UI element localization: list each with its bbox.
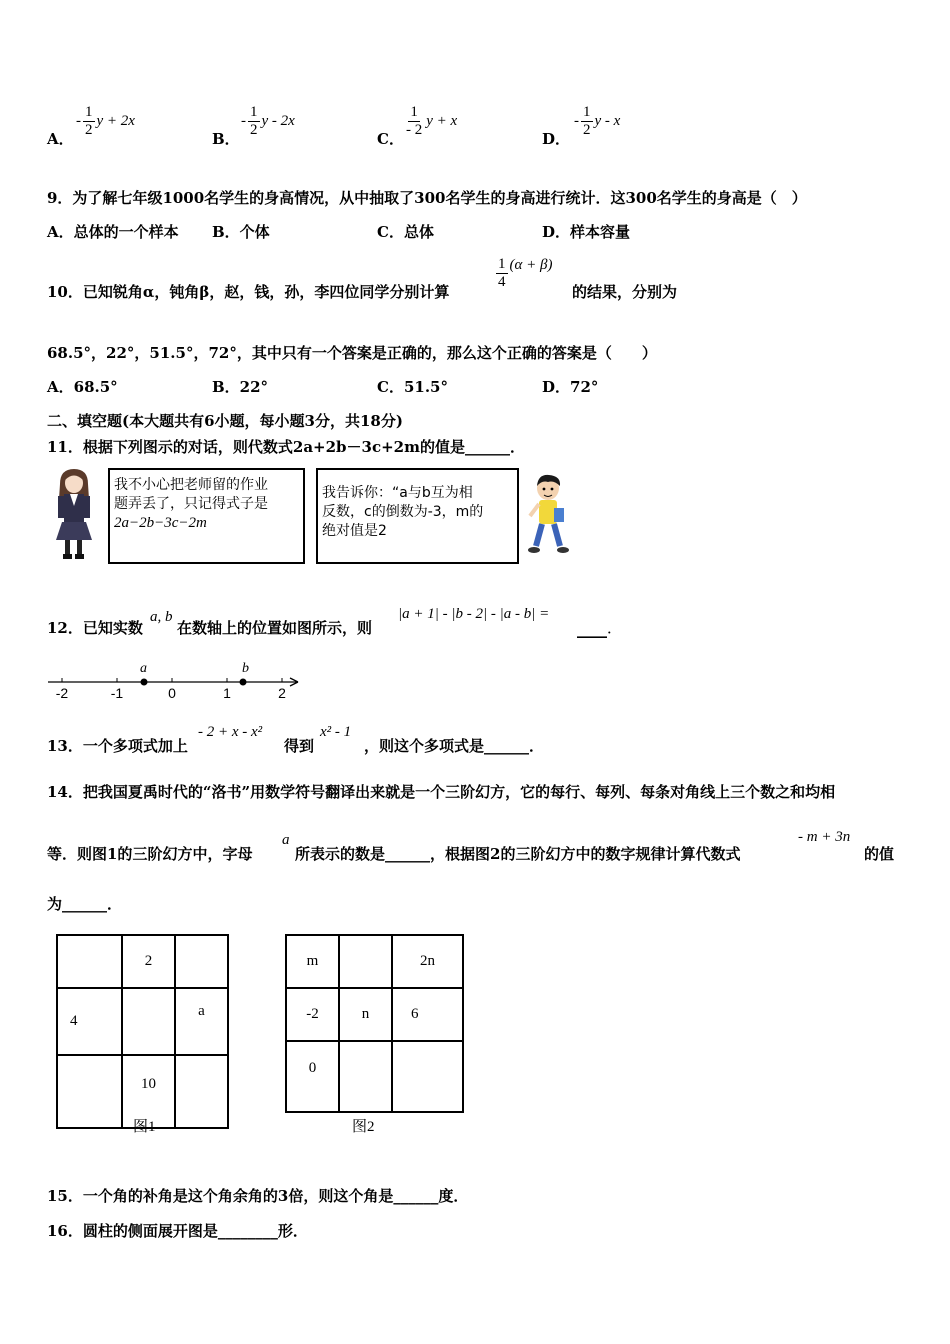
q12-expression: |a + 1| - |b - 2| - |a - b| = — [398, 606, 550, 622]
girl-illustration — [48, 466, 100, 561]
speech-bubble-left — [108, 468, 305, 564]
bubble-right-line1: 我告诉你：“a与b互为相 — [322, 485, 473, 501]
point-a — [141, 679, 148, 686]
tick-label-minus1: -1 — [110, 685, 124, 701]
ms1-cell: 10 — [122, 1055, 175, 1128]
tick-label-minus2: -2 — [55, 685, 69, 701]
q15-stem: 15．一个角的补角是这个角余角的3倍，则这个角是______度． — [47, 1187, 469, 1205]
q9-option-c: C．总体 — [377, 223, 434, 241]
q14-letter-a: a — [282, 832, 290, 848]
ms1-cell: 2 — [122, 935, 175, 988]
q9-option-a: A．总体的一个样本 — [47, 223, 179, 241]
ms1-cell — [57, 935, 122, 988]
q8-a-num: 1 — [85, 104, 93, 120]
q14-expr: - m + 3n — [798, 829, 851, 845]
q8-a-rest: y + 2x — [96, 113, 135, 129]
magic-square-1 — [56, 934, 229, 1129]
bubble-right-line2: 反数，c的倒数为-3，m的 — [322, 504, 484, 520]
q10-stem-b: 的结果，分别为 — [572, 283, 678, 301]
q8-option-b-label: B． — [212, 130, 240, 148]
q14-line2-a: 等．则图1的三阶幻方中，字母 — [47, 845, 253, 863]
section-heading: 二、填空题(本大题共有6小题，每小题3分，共18分) — [47, 412, 403, 430]
q13-expr2: x² - 1 — [320, 724, 352, 740]
ms2-cell — [339, 935, 392, 988]
ms2-cell: 0 — [286, 1041, 339, 1112]
q14-line2-c: 的值 — [864, 845, 895, 863]
ms2-cell — [392, 1041, 463, 1112]
caption-figure-2: 图2 — [352, 1119, 375, 1135]
ms2-cell — [339, 1041, 392, 1112]
q8-option-d-expr — [574, 104, 620, 139]
q8-option-d-label: D． — [542, 130, 571, 148]
q8-c-den: - 2 — [406, 122, 423, 138]
q12-answer — [577, 617, 622, 638]
bubble-left-line2: 题弄丢了，只记得式子是 — [114, 496, 268, 512]
q8-b-sign: - — [241, 113, 246, 129]
ms1-cell — [122, 988, 175, 1055]
ms2-cell: 2n — [392, 935, 463, 988]
caption-figure-1: 图1 — [133, 1119, 156, 1135]
q8-c-rest: y + x — [426, 113, 458, 129]
ms2-cell: n — [339, 988, 392, 1041]
ms1-cell: 4 — [57, 988, 122, 1055]
tick-label-1: 1 — [223, 685, 231, 701]
q8-option-c-label: C． — [377, 130, 404, 148]
bubble-right-line3: 绝对值是2 — [322, 523, 387, 539]
q8-b-frac — [248, 104, 260, 139]
point-b-label: b — [242, 661, 249, 676]
q14-line1: 14．把我国夏禹时代的“洛书”用数学符号翻译出来就是一个三阶幻方，它的每行、每列、每条对角线上三个数之和均相 — [47, 783, 836, 801]
q13-expr1: - 2 + x - x² — [198, 724, 263, 740]
q10-frac-den: 4 — [498, 274, 506, 290]
ms1-cell — [57, 1055, 122, 1128]
q10-stem-a: 10．已知锐角α，钝角β，赵，钱，孙，李四位同学分别计算 — [47, 283, 450, 301]
point-b — [240, 679, 247, 686]
q12-stem-a: 12．已知实数 — [47, 619, 143, 637]
q13-stem-b: 得到 — [284, 737, 315, 755]
q10-option-b: B．22° — [212, 378, 269, 396]
q10-frac-num: 1 — [498, 256, 506, 272]
q9-stem: 9．为了解七年级1000名学生的身高情况，从中抽取了300名学生的身高进行统计．这300名学生的身高是（ ） — [47, 189, 807, 207]
tick-label-0: 0 — [168, 685, 176, 701]
q11-stem: 11．根据下列图示的对话，则代数式2a+2b－3c+2m的值是______． — [47, 438, 525, 456]
q8-d-rest: y - x — [594, 113, 621, 129]
ms1-cell — [175, 935, 228, 988]
q9-option-b: B．个体 — [212, 223, 270, 241]
ms2-cell: m — [286, 935, 339, 988]
q8-a-frac — [83, 104, 95, 139]
ms2-cell: 6 — [392, 988, 463, 1041]
magic-square-2 — [285, 934, 464, 1113]
q8-d-sign: - — [574, 113, 579, 129]
q8-b-num: 1 — [250, 104, 258, 120]
q12-vars: a, b — [150, 609, 173, 625]
q10-option-c: C．51.5° — [377, 378, 448, 396]
q12-blank: ____ — [577, 619, 607, 637]
q8-b-den: 2 — [250, 122, 258, 138]
q10-sum: (α + β) — [509, 257, 553, 273]
q10-option-d: D．72° — [542, 378, 599, 396]
q10-option-a: A．68.5° — [47, 378, 118, 396]
number-line — [44, 658, 306, 703]
bubble-left-line3: 2a−2b−3c−2m — [114, 515, 207, 531]
q8-option-c-expr — [402, 104, 457, 139]
q8-d-den: 2 — [583, 122, 591, 138]
q8-d-num: 1 — [583, 104, 591, 120]
q13-stem-a: 13．一个多项式加上 — [47, 737, 188, 755]
q8-option-a-label: A． — [47, 130, 74, 148]
point-a-label: a — [140, 661, 147, 676]
ms1-cell — [175, 1055, 228, 1128]
q12-end: ． — [607, 619, 623, 637]
q14-line3: 为______． — [47, 895, 123, 913]
q9-option-d: D．样本容量 — [542, 223, 631, 241]
q13-stem-c: ，则这个多项式是______． — [364, 737, 545, 755]
bubble-left-line1: 我不小心把老师留的作业 — [114, 477, 268, 493]
q10-expr — [494, 256, 552, 291]
q8-option-a-expr — [76, 104, 135, 139]
speech-bubble-right — [316, 468, 519, 564]
q16-stem: 16．圆柱的侧面展开图是________形． — [47, 1222, 308, 1240]
ms2-cell: -2 — [286, 988, 339, 1041]
q10-frac — [496, 256, 508, 291]
q12-stem-b: 在数轴上的位置如图所示，则 — [177, 619, 373, 637]
q8-c-num: 1 — [410, 104, 418, 120]
q8-a-sign: - — [76, 113, 81, 129]
q8-b-rest: y - 2x — [261, 113, 295, 129]
q8-d-frac — [581, 104, 593, 139]
q8-option-b-expr — [241, 104, 295, 139]
q8-a-den: 2 — [85, 122, 93, 138]
tick-label-2: 2 — [278, 685, 286, 701]
q10-line2: 68.5°，22°，51.5°，72°，其中只有一个答案是正确的，那么这个正确的答案是（ ） — [47, 344, 657, 362]
ms1-cell: a — [175, 988, 228, 1055]
q14-line2-b: 所表示的数是______，根据图2的三阶幻方中的数字规律计算代数式 — [295, 845, 741, 863]
boy-illustration — [524, 474, 574, 560]
q8-c-frac — [404, 104, 424, 139]
